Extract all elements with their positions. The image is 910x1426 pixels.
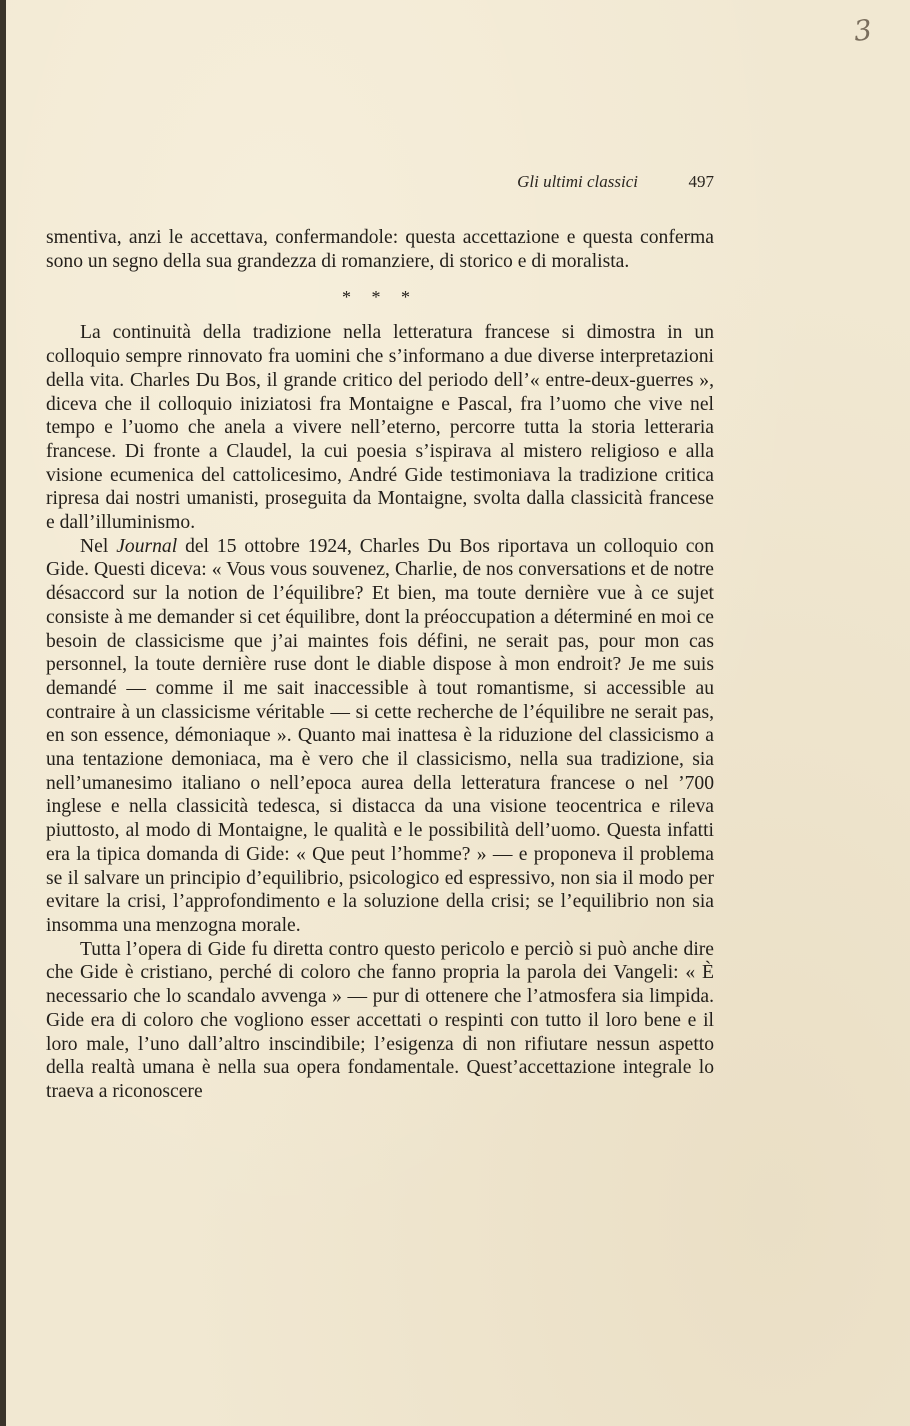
running-head-page-number: 497: [688, 172, 714, 191]
paragraph-journal-prefix: Nel: [80, 535, 109, 557]
running-head-title: Gli ultimi classici: [517, 172, 638, 191]
running-head: [66, 170, 714, 196]
section-break-asterism: * * *: [342, 287, 418, 308]
body-text: [46, 226, 714, 1104]
paragraph-tradizione: La continuità della tradizione nella letteratura francese si dimostra in un colloquio sempre rinnovato fra uomini che s’informano a due diverse interpretazioni della vita. Charles Du Bos, il grande critico del periodo dell’« entre-deux-guerres », diceva che il colloquio iniziatosi fra Montaigne e Pascal, fra l’uomo che vive nel tempo e l’uomo che anela a vivere nell’eterno, percorre tutta la storia letteraria francese. Di fronte a Claudel, la cui poesia s’ispirava al mistero religioso e alla visione ecumenica del cattolicesimo, André Gide testimoniava la tradizione critica ripresa dai nostri umanisti, proseguita da Montaigne, svolta dalla classicità francese e dall’illuminismo.: [46, 322, 714, 534]
journal-title: Journal: [116, 535, 178, 557]
paragraph-continuation: smentiva, anzi le accettava, confermandole: questa accettazione e questa conferma sono un segno della sua grandezza di romanziere, di storico e di moralista.: [46, 227, 714, 272]
handwritten-page-mark: 3: [852, 13, 874, 48]
paragraph-journal-body: del 15 ottobre 1924, Charles Du Bos riportava un colloquio con Gide. Questi diceva: « Vous vous souvenez, Charlie, de nos conversations et de notre désaccord sur la notion de l’équilibre? Et bien, ma toute dernière vue à ce sujet consiste à me demander si cet équilibre, dont la préoccupation a déterminé en moi ce besoin de classicisme que j’ai maintes fois défini, ne serait pas, pour mon cas personnel, la toute dernière ruse dont le diable dispose à mon endroit? Je me suis demandé — comme il me sait inaccessible à tout romantisme, si accessible au contraire à un classicisme véritable — si cette recherche de l’équilibre ne serait pas, en son essence, démoniaque ». Quanto mai inattesa è la riduzione del classicismo a una tentazione demoniaca, ma è vero che il classicismo, nella sua tradizione, sia nell’umanesimo italiano o nell’epoca aurea della letteratura francese o nel ’700 inglese e nella classicità tedesca, si distacca da una visione teocentrica e rileva piuttosto, al modo di Montaigne, le qualità e le possibilità dell’uomo. Questa infatti era la tipica domanda di Gide: « Que peut l’homme? » — e proponeva il problema se il salvare un principio d’equilibrio, psicologico ed espressivo, non sia il modo per evitare la crisi, l’approfondimento e la soluzione della crisi; se l’equilibrio non sia insomma una menzogna morale.: [46, 535, 715, 936]
paragraph-journal: [46, 535, 714, 938]
paragraph-opera-gide: Tutta l’opera di Gide fu diretta contro questo pericolo e perciò si può anche dire che Gide è cristiano, perché di coloro che fanno propria la parola dei Vangeli: « È necessario che lo scandalo avvenga » — pur di ottenere che l’atmosfera sia limpida. Gide era di coloro che vogliono esser accettati o respinti con tutto il loro bene e il loro male, l’uno dall’altro inscindibile; l’esigenza di non rifiutare nessun aspetto della realtà umana è nella sua opera fondamentale. Quest’accettazione integrale lo traeva a riconoscere: [46, 938, 714, 1102]
